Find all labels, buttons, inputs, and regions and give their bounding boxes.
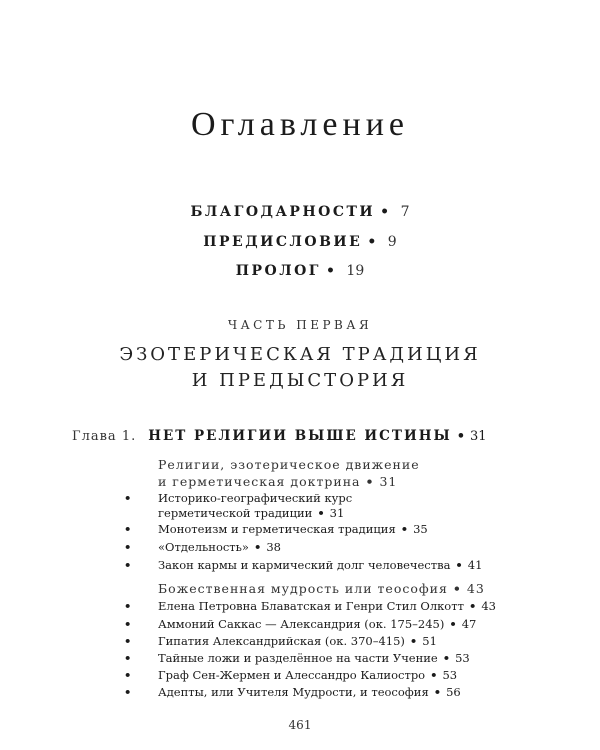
bullet: •: [124, 558, 132, 572]
item-title: Елена Петровна Блаватская и Генри Стил Олкотт: [158, 599, 464, 613]
separator-dot: •: [365, 474, 375, 489]
part-title-line1: ЭЗОТЕРИЧЕСКАЯ ТРАДИЦИЯ: [119, 344, 481, 365]
bullet: •: [124, 491, 132, 505]
separator-dot: •: [380, 204, 392, 220]
toc-entry-preface[interactable]: [0, 234, 600, 250]
page-number: 53: [442, 668, 458, 682]
entry-label: БЛАГОДАРНОСТИ: [190, 204, 376, 220]
chapter-name: НЕТ РЕЛИГИИ ВЫШЕ ИСТИНЫ: [148, 428, 452, 444]
bullet: •: [124, 685, 132, 699]
item-title-line2: герметической традиции: [158, 506, 313, 520]
bullet: •: [124, 540, 132, 554]
separator-dot: •: [430, 668, 438, 682]
entry-label: ПРЕДИСЛОВИЕ: [203, 234, 363, 250]
page-number: 43: [466, 581, 485, 596]
bullet: •: [124, 617, 132, 631]
page-number: 31: [329, 506, 345, 520]
part-title-line2: И ПРЕДЫСТОРИЯ: [191, 370, 409, 391]
bullet: •: [124, 599, 132, 613]
separator-dot: •: [317, 506, 325, 520]
item-title-line1: Историко-географический курс: [158, 491, 353, 505]
separator-dot: •: [433, 685, 442, 699]
item-title: Тайные ложи и разделённое на части Учение: [158, 651, 438, 665]
page-number: 47: [461, 617, 477, 631]
section-title-line2: и герметическая доктрина: [158, 474, 361, 489]
page-number: 35: [413, 522, 428, 536]
separator-dot: •: [456, 429, 466, 444]
toc-entry-acknowledgements[interactable]: [0, 204, 600, 220]
page-number: 7: [400, 204, 410, 220]
separator-dot: •: [253, 540, 262, 554]
item-title: Монотеизм и герметическая традиция: [158, 522, 396, 536]
page-number: 31: [379, 474, 398, 489]
folio-page-number: 461: [288, 718, 312, 732]
item-title: Граф Сен-Жермен и Алессандро Калиостро: [158, 668, 426, 682]
separator-dot: •: [449, 617, 457, 631]
page-number: 19: [346, 263, 365, 279]
part-label: ЧАСТЬ ПЕРВАЯ: [227, 318, 373, 332]
item-title: Адепты, или Учителя Мудрости, и теософия: [158, 685, 429, 699]
toc-entry-prologue[interactable]: [0, 263, 600, 279]
separator-dot: •: [452, 581, 462, 596]
page-number: 38: [266, 540, 281, 554]
page-number: 43: [481, 599, 496, 613]
separator-dot: •: [400, 522, 409, 536]
chapter-number: Глава 1.: [72, 429, 137, 444]
bullet: •: [124, 634, 132, 648]
item-title: «Отдельность»: [158, 540, 249, 554]
bullet: •: [124, 651, 132, 665]
section-entry[interactable]: [158, 580, 558, 597]
entry-label: ПРОЛОГ: [235, 263, 321, 279]
page-number: 41: [467, 558, 483, 572]
section-title: Божественная мудрость или теософия: [158, 581, 448, 596]
separator-dot: •: [442, 651, 451, 665]
section-entry[interactable]: [158, 456, 558, 490]
page-number: 51: [422, 634, 437, 648]
page-title: Оглавление: [191, 106, 409, 143]
bullet: •: [124, 668, 132, 682]
separator-dot: •: [468, 599, 477, 613]
chapter-1-entry[interactable]: [72, 428, 552, 444]
separator-dot: •: [325, 263, 338, 279]
section-title-line1: Религии, эзотерическое движение: [158, 457, 420, 472]
page-number: 53: [455, 651, 470, 665]
separator-dot: •: [367, 234, 379, 250]
bullet: •: [124, 522, 132, 536]
page-number: 9: [387, 234, 397, 250]
page-number: 56: [446, 685, 461, 699]
separator-dot: •: [409, 634, 418, 648]
item-title: Гипатия Александрийская (ок. 370–415): [158, 634, 405, 648]
item-title: Закон кармы и кармический долг человечества: [158, 558, 451, 572]
page-number: 31: [470, 429, 487, 444]
item-title: Аммоний Саккас — Александрия (ок. 175–245): [158, 617, 445, 631]
separator-dot: •: [455, 558, 463, 572]
